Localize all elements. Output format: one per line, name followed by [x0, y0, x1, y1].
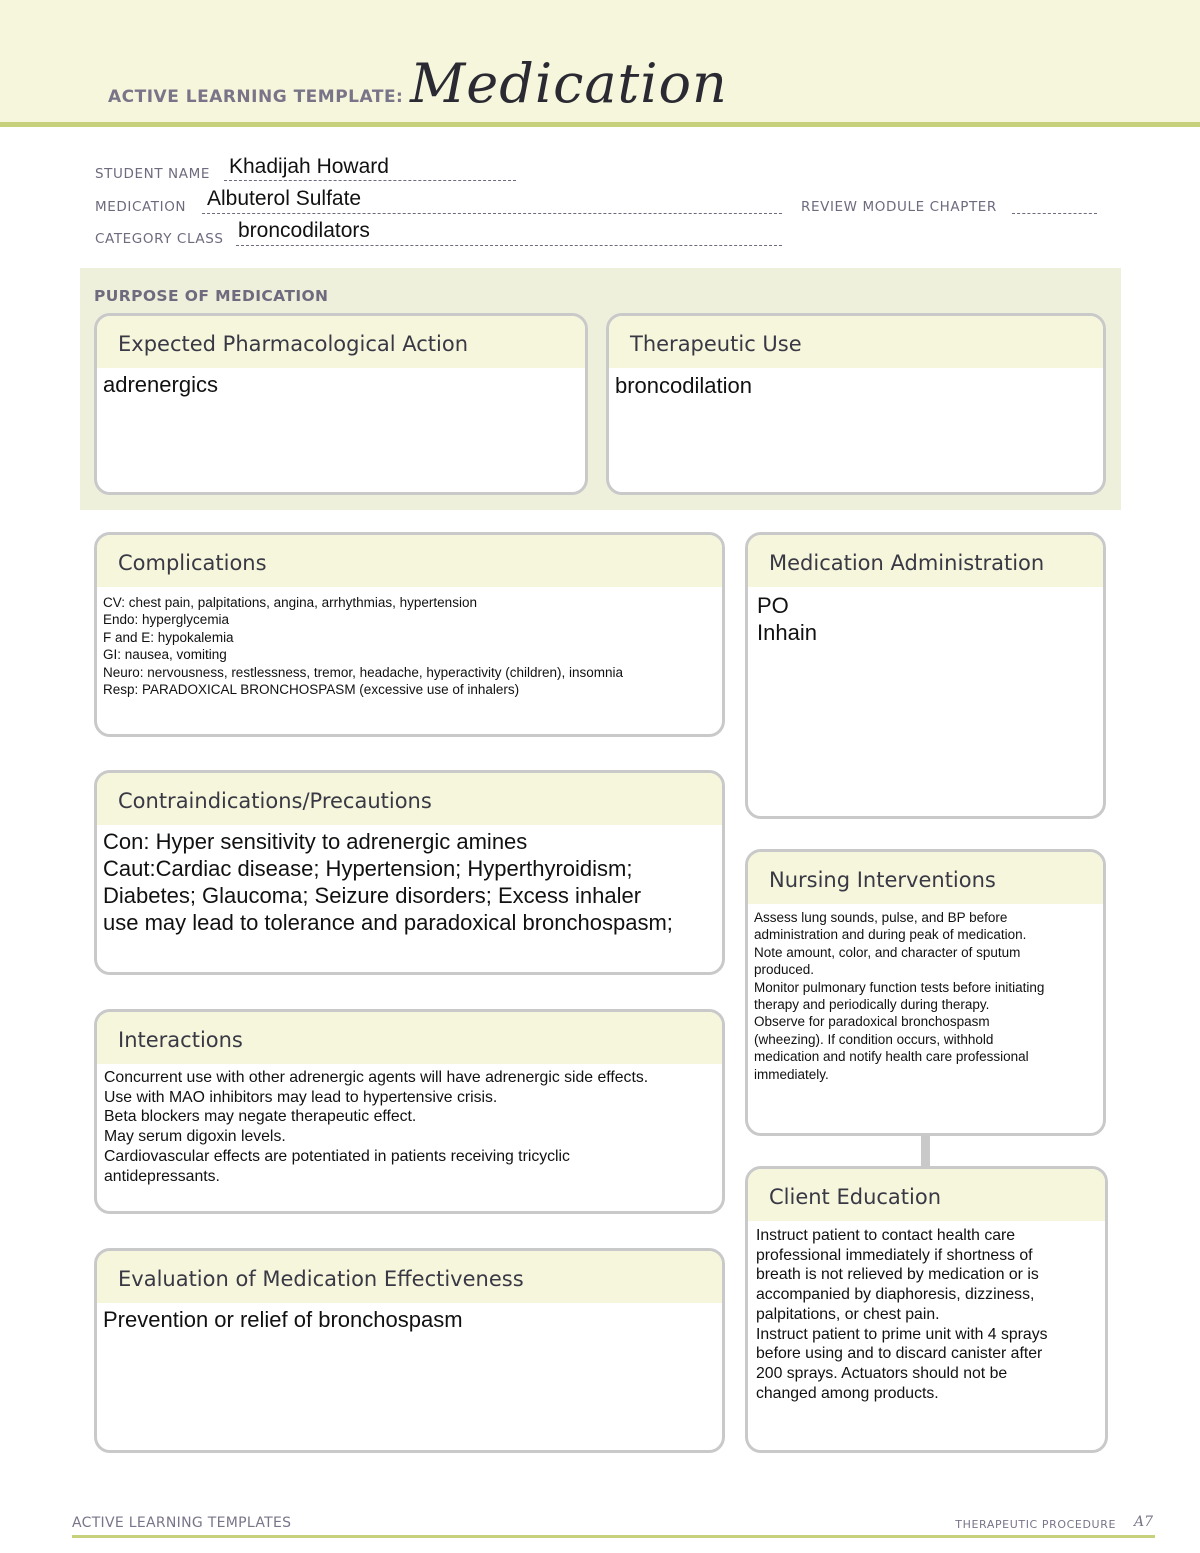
evaluation-box — [94, 1248, 725, 1453]
student-name-line — [224, 180, 516, 181]
therapeutic-use-title: Therapeutic Use — [609, 316, 1103, 368]
contraindications-title: Contraindications/Precautions — [97, 773, 722, 825]
client-education-text[interactable]: Instruct patient to contact health care professional immediately if shortness of breath is not relieved by medication or is accompanied by diaphoresis, dizziness, palpitations, or chest pain. Instruct patient to prime unit with 4 sprays before using and to discard canister after 200 sprays. Actuators should not be changed among products. — [756, 1227, 1048, 1402]
footer-right-label: THERAPEUTIC PROCEDURE — [955, 1518, 1116, 1531]
footer-rule — [72, 1535, 1155, 1538]
footer-left-label: ACTIVE LEARNING TEMPLATES — [72, 1515, 292, 1531]
nursing-interventions-title: Nursing Interventions — [748, 852, 1103, 904]
purpose-title: PURPOSE OF MEDICATION — [94, 287, 329, 305]
footer-page-number: A7 — [1134, 1514, 1154, 1530]
expected-action-text[interactable]: adrenergics — [103, 372, 218, 397]
medication-field[interactable]: Albuterol Sulfate — [207, 187, 362, 210]
therapeutic-use-text[interactable]: broncodilation — [615, 373, 752, 398]
medication-label: MEDICATION — [95, 199, 187, 215]
nursing-interventions-box — [745, 849, 1106, 1136]
interactions-title: Interactions — [97, 1012, 722, 1064]
administration-text[interactable]: PO Inhain — [757, 593, 817, 645]
evaluation-text[interactable]: Prevention or relief of bronchospasm — [103, 1307, 463, 1332]
administration-title: Medication Administration — [748, 535, 1103, 587]
client-education-title: Client Education — [748, 1169, 1105, 1221]
review-module-label: REVIEW MODULE CHAPTER — [801, 199, 997, 215]
complications-box — [94, 532, 725, 737]
client-education-box — [745, 1166, 1108, 1453]
student-name-label: STUDENT NAME — [95, 166, 210, 182]
category-class-label: CATEGORY CLASS — [95, 231, 224, 247]
header-rule — [0, 122, 1200, 127]
interactions-text[interactable]: Concurrent use with other adrenergic agents will have adrenergic side effects. Use with MAO inhibitors may lead to hypertensive crisis. Beta blockers may negate therapeutic effect. May serum digoxin levels. Cardiovascular effects are potentiated in patients receiving tricyclic antidepressants. — [104, 1069, 649, 1185]
evaluation-title: Evaluation of Medication Effectiveness — [97, 1251, 722, 1303]
interactions-box — [94, 1009, 725, 1214]
administration-box — [745, 532, 1106, 819]
contraindications-box — [94, 770, 725, 975]
complications-text[interactable]: CV: chest pain, palpitations, angina, arrhythmias, hypertension Endo: hyperglycemia F and E: hypokalemia GI: nausea, vomiting Neuro: nervousness, restlessness, tremor, headache, hyperactivity (children), insomnia Resp: PARADOXICAL BRONCHOSPASM (excessive use of inhalers) — [103, 595, 623, 698]
medication-line — [202, 213, 782, 214]
review-module-line — [1012, 213, 1097, 214]
complications-title: Complications — [97, 535, 722, 587]
therapeutic-use-box — [606, 313, 1106, 495]
contraindications-text[interactable]: Con: Hyper sensitivity to adrenergic amines Caut:Cardiac disease; Hypertension; Hyperthyroidism; Diabetes; Glaucoma; Seizure disorders; Excess inhaler use may lead to tolerance and paradoxical bronchospasm; — [103, 829, 673, 935]
expected-action-title: Expected Pharmacological Action — [97, 316, 585, 368]
category-class-line — [236, 245, 782, 246]
template-title: Medication — [410, 52, 728, 115]
template-label: ACTIVE LEARNING TEMPLATE: — [108, 87, 404, 107]
student-name-field[interactable]: Khadijah Howard — [229, 155, 389, 178]
category-class-field[interactable]: broncodilators — [238, 219, 370, 242]
box-connector — [921, 1134, 930, 1168]
nursing-interventions-text[interactable]: Assess lung sounds, pulse, and BP before administration and during peak of medication. Note amount, color, and character of sputum produced. Monitor pulmonary function tests before initiating therapy and periodically during therapy. Observe for paradoxical bronchospasm (wheezing). If condition occurs, withhold medication and notify health care professional immediately. — [754, 910, 1045, 1082]
expected-action-box — [94, 313, 588, 495]
